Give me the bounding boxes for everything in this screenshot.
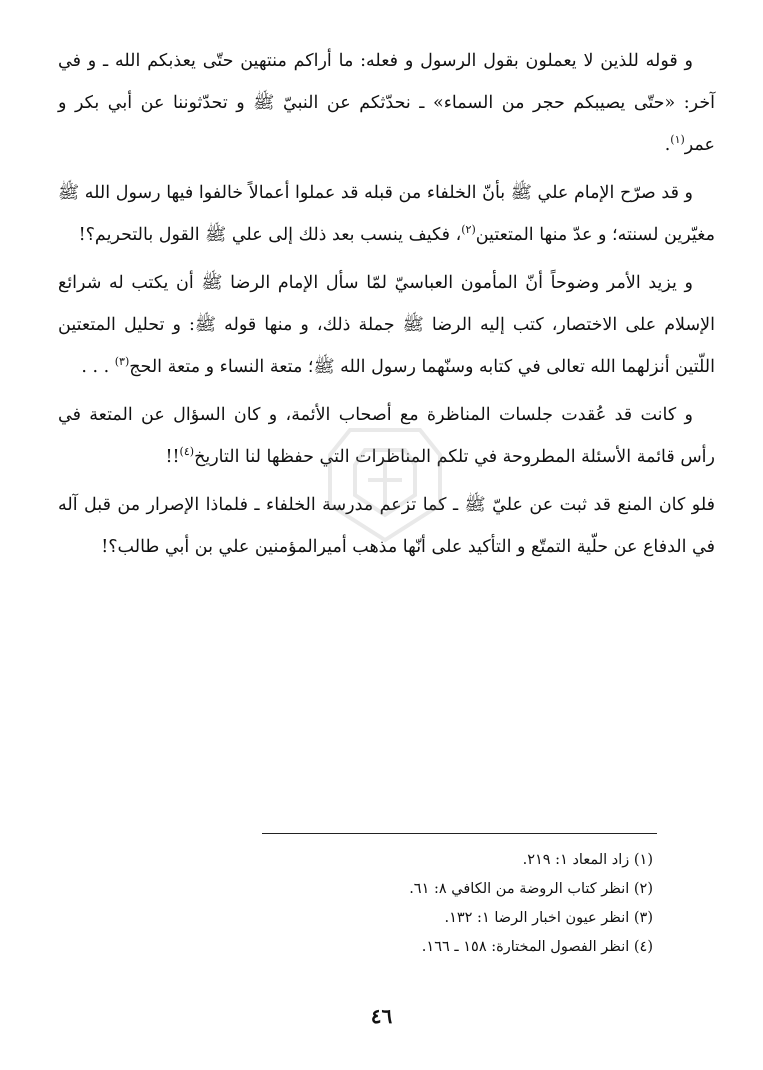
paragraph-1 [58,40,715,166]
paragraph-1-end: . [664,135,671,155]
footnote-separator [262,833,657,834]
paragraph-2 [58,172,715,256]
footnote-ref-2: (٢) [461,223,476,237]
footnote-4: (٤) انظر الفصول المختارة: ١٥٨ ـ ١٦٦. [421,939,653,955]
footnote-3: (٣) انظر عيون اخبار الرضا ١: ١٣٢. [444,910,653,926]
paragraph-5 [58,484,715,568]
paragraph-4-text-a: و كانت قد عُقدت جلسات المناظرة مع أصحاب الأئمة، و كان السؤال عن المتعة في رأس قائمة الأسئلة المطروحة في تلكم المناظرات التي حفظها لنا التاريخ [58,405,715,467]
footnote-2: (٢) انظر كتاب الروضة من الكافي ٨: ٦١. [409,881,653,897]
paragraph-1-text: و قوله للذين لا يعملون بقول الرسول و فعله: ما أراكم منتهين حتّى يعذبكم الله ـ و في آخر: «حتّى يصيبكم حجر من السماء» ـ نحدّثكم عن النبيّ ﷺ و تحدّثوننا عن أبي بكر و عمر [58,51,715,155]
paragraph-3-text-a: و يزيد الأمر وضوحاً أنّ المأمون العباسيّ لمّا سأل الإمام الرضا ﷺ أن يكتب له شرائع الإسلام على الاختصار، كتب إليه الرضا ﷺ جملة ذلك، و منها قوله ﷺ: و تحليل المتعتين اللّتين أنزلهما الله تعالى في كتابه وسنّهما رسول الله ﷺ؛ متعة النساء و متعة الحج [58,273,715,377]
footnote-1: (١) زاد المعاد ١: ٢١٩. [522,852,653,868]
body-text [58,40,715,574]
footnotes [233,846,653,962]
paragraph-3-text-b: . . . [81,357,115,377]
paragraph-3 [58,262,715,388]
paragraph-2-text-a: و قد صرّح الإمام علي ﷺ بأنّ الخلفاء من قبله قد عملوا أعمالاً خالفوا فيها رسول الله ﷺ مغيّرين لسنته؛ و عدّ منها المتعتين [58,183,715,245]
footnote-ref-4: (٤) [179,445,195,459]
footnote-ref-3: (٣) [114,355,130,369]
page-number: ٤٦ [370,1004,393,1028]
paragraph-4 [58,394,715,478]
paragraph-5-text: فلو كان المنع قد ثبت عن عليّ ﷺ ـ كما تزعم مدرسة الخلفاء ـ فلماذا الإصرار من قبل آله في الدفاع عن حلّية التمتّع و التأكيد على أنّها مذهب أميرالمؤمنين علي بن أبي طالب؟! [58,495,715,557]
paragraph-2-text-b: ، فكيف ينسب بعد ذلك إلى علي ﷺ القول بالتحريم؟! [78,225,462,245]
footnote-ref-1: (١) [670,133,685,147]
paragraph-4-text-b: !! [165,447,180,467]
